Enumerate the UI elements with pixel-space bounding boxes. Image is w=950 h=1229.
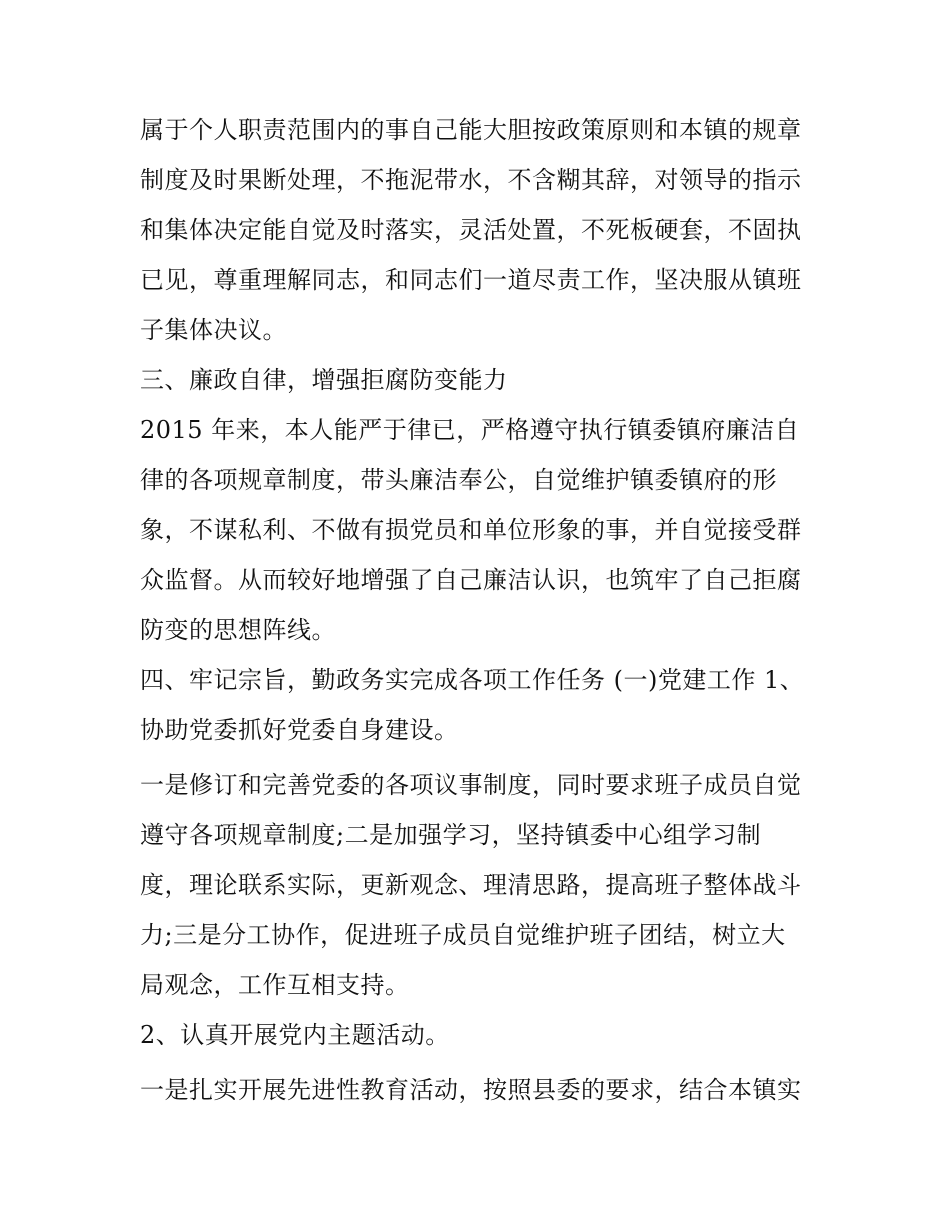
text-line-8: 律的各项规章制度，带头廉洁奉公，自觉维护镇委镇府的形 — [140, 466, 777, 494]
text-line-14: 一是修订和完善党委的各项议事制度，同时要求班子成员自觉 — [140, 771, 802, 799]
text-line-2: 制度及时果断处理，不拖泥带水，不含糊其辞，对领导的指示 — [140, 166, 802, 194]
text-line-17: 力;三是分工协作，促进班子成员自觉维护班子团结，树立大 — [140, 921, 786, 949]
text-line-7: 2015 年来，本人能严于律已，严格遵守执行镇委镇府廉洁自 — [140, 416, 800, 444]
text-line-16: 度，理论联系实际，更新观念、理清思路，提高班子整体战斗 — [140, 871, 802, 899]
text-line-1: 属于个人职责范围内的事自己能大胆按政策原则和本镇的规章 — [140, 116, 802, 144]
text-line-19: 2、认真开展党内主题活动。 — [140, 1021, 450, 1049]
text-line-15: 遵守各项规章制度;二是加强学习，坚持镇委中心组学习制 — [140, 821, 762, 849]
section-heading-3: 三、廉政自律，增强拒腐防变能力 — [140, 366, 508, 394]
text-line-13: 协助党委抓好党委自身建设。 — [140, 716, 459, 744]
text-line-10: 众监督。从而较好地增强了自己廉洁认识，也筑牢了自己拒腐 — [140, 566, 802, 594]
section-heading-4: 四、牢记宗旨，勤政务实完成各项工作任务 (一)党建工作 1、 — [140, 666, 805, 694]
text-line-20: 一是扎实开展先进性教育活动，按照县委的要求，结合本镇实 — [140, 1076, 802, 1104]
text-line-18: 局观念，工作互相支持。 — [140, 971, 410, 999]
text-line-9: 象，不谋私利、不做有损党员和单位形象的事，并自觉接受群 — [140, 516, 802, 544]
text-line-5: 子集体决议。 — [140, 316, 287, 344]
text-line-11: 防变的思想阵线。 — [140, 616, 336, 644]
text-line-3: 和集体决定能自觉及时落实，灵活处置，不死板硬套，不固执 — [140, 216, 802, 244]
text-line-4: 已见，尊重理解同志，和同志们一道尽责工作，坚决服从镇班 — [140, 266, 802, 294]
